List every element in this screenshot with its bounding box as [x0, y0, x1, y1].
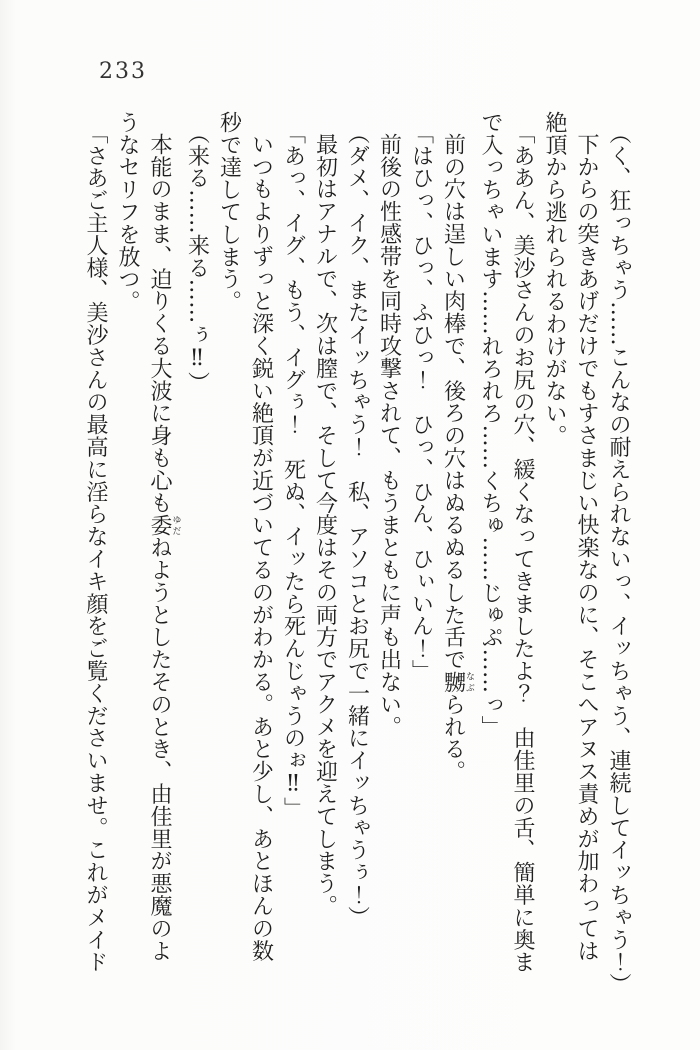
text-line-1: （く、狂っちゃう……こんなの耐えられないっ、イッちゃう、連続してイッちゃう！）	[606, 122, 631, 996]
text-line-9: （ダメ、イク、またイッちゃう！ 私、アソコとお尻で一緒にイッちゃうぅ！）	[344, 122, 370, 929]
page-text	[79, 111, 634, 996]
text-line-2: 下からの突きあげだけでもすさまじい快楽なのに、そこへアヌス責めが加わっては	[574, 133, 599, 962]
text-line-14: （来る……来る……ぅ‼）	[184, 122, 210, 394]
text-line-15: 本能のまま、迫りくる大波に身も心も委ゆだねようとしたそのとき、由佳里が悪魔のよ	[147, 133, 181, 962]
text-line-13: 秒で達してしまう。	[216, 111, 242, 313]
text-line-5: で入っちゃいます……れろれろ……くちゅ……じゅぷ……っ」	[478, 111, 503, 739]
text-line-4: 「ああん、美沙さんのお尻の穴、緩くなってきましたよ？ 由佳里の舌、簡単に奥ま	[510, 122, 535, 974]
text-line-7: 「はひっ、ひっ、ふひっ！ ひっ、ひん、ひぃいん！」	[408, 122, 434, 682]
text-line-6: 前の穴は逞しい肉棒で、後ろの穴はぬるぬるした舌で嬲なぶられる。	[440, 133, 474, 783]
page-number: 233	[99, 59, 147, 84]
text-line-3: 絶頂から逃れられるわけがない。	[542, 111, 567, 447]
text-line-12: いつもよりずっと深く鋭い絶頂が近づいてるのがわかる。あと少し、あとほんの数	[248, 133, 274, 962]
ruby-annotated-kanji: 嬲なぶ	[440, 670, 474, 694]
ruby-annotated-kanji: 委ゆだ	[147, 513, 181, 537]
text-line-10: 最初はアナルで、次は膣で、そして今度はその両方でアクメを迎えてしまう。	[312, 133, 338, 917]
text-line-16: うなセリフを放つ。	[115, 111, 140, 313]
text-line-11: 「あっ、イグ、もう、イグぅ！ 死ぬ、イッたら死んじゃうのぉ‼」	[280, 122, 306, 820]
text-line-8: 前後の性感帯を同時攻撃されて、もうまともに声も出ない。	[376, 133, 402, 738]
text-line-17: 「さあご主人様、美沙さんの最高に淫らなイキ顔をご覧くださいませ。これがメイド	[83, 122, 108, 974]
